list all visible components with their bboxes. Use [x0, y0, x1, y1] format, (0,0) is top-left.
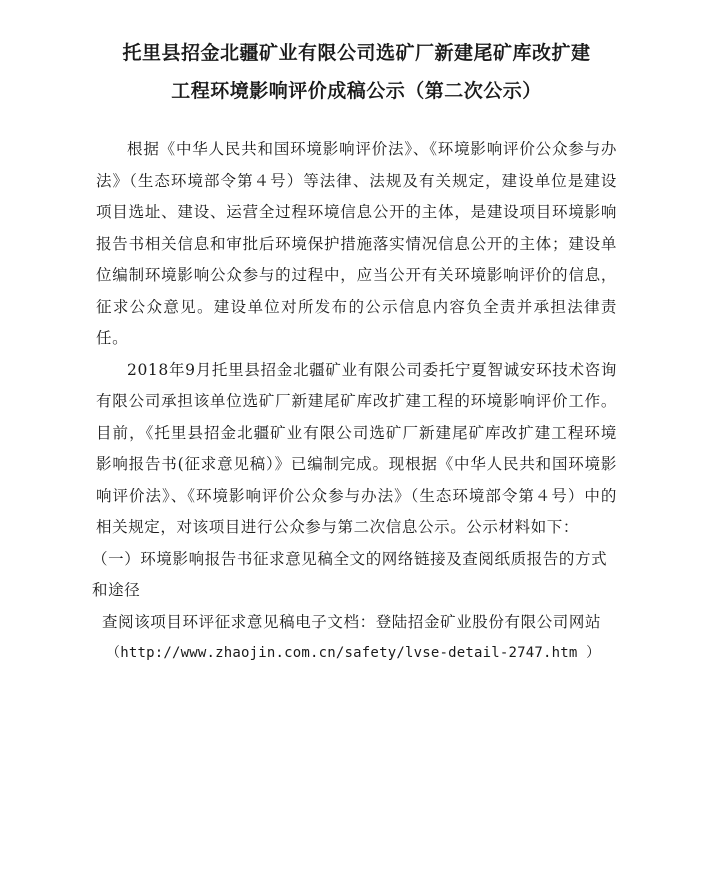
section-1-heading: （一）环境影响报告书征求意见稿全文的网络链接及查阅纸质报告的方式和途径	[92, 549, 608, 599]
page-title	[76, 34, 637, 110]
title-line-1: 托里县招金北疆矿业有限公司选矿厂新建尾矿库改扩建	[122, 42, 591, 64]
link-open-paren: （	[106, 645, 121, 661]
paragraph-legal-basis: 根据《中华人民共和国环境影响评价法》、《环境影响评价公众参与办法》（生态环境部令第４号）等法律、法规及有关规定，建设单位是建设项目选址、建设、运营全过程环境信息公开的主体，是建设项目环境影响报告书相关信息和审批后环境保护措施落实情况信息公开的主体；建设单位编制环境影响公众参与的过程中，应当公开有关环境影响评价的信息，征求公众意见。建设单位对所发布的公示信息内容负全责并承担法律责任。	[96, 140, 617, 347]
paragraph-project-info: 2018年9月托里县招金北疆矿业有限公司委托宁夏智诚安环技术咨询有限公司承担该单位选矿厂新建尾矿库改扩建工程的环境影响评价工作。目前，《托里县招金北疆矿业有限公司选矿厂新建尾矿库改扩建工程环境影响报告书(征求意见稿）》已编制完成。现根据《中华人民共和国环境影响评价法》、《环境影响评价公众参与办法》（生态环境部令第４号）中的相关规定，对该项目进行公众参与第二次信息公示。公示材料如下：	[96, 360, 617, 536]
title-line-2: 工程环境影响评价成稿公示（第二次公示）	[171, 80, 542, 102]
link-close-paren: ）	[577, 645, 601, 661]
section-1-text: 查阅该项目环评征求意见稿电子文档：登陆招金矿业股份有限公司网站	[102, 612, 602, 631]
project-document-link[interactable]: http://www.zhaojin.com.cn/safety/lvse-detail-2747.htm	[120, 645, 578, 661]
section-1-link-line	[96, 638, 617, 670]
